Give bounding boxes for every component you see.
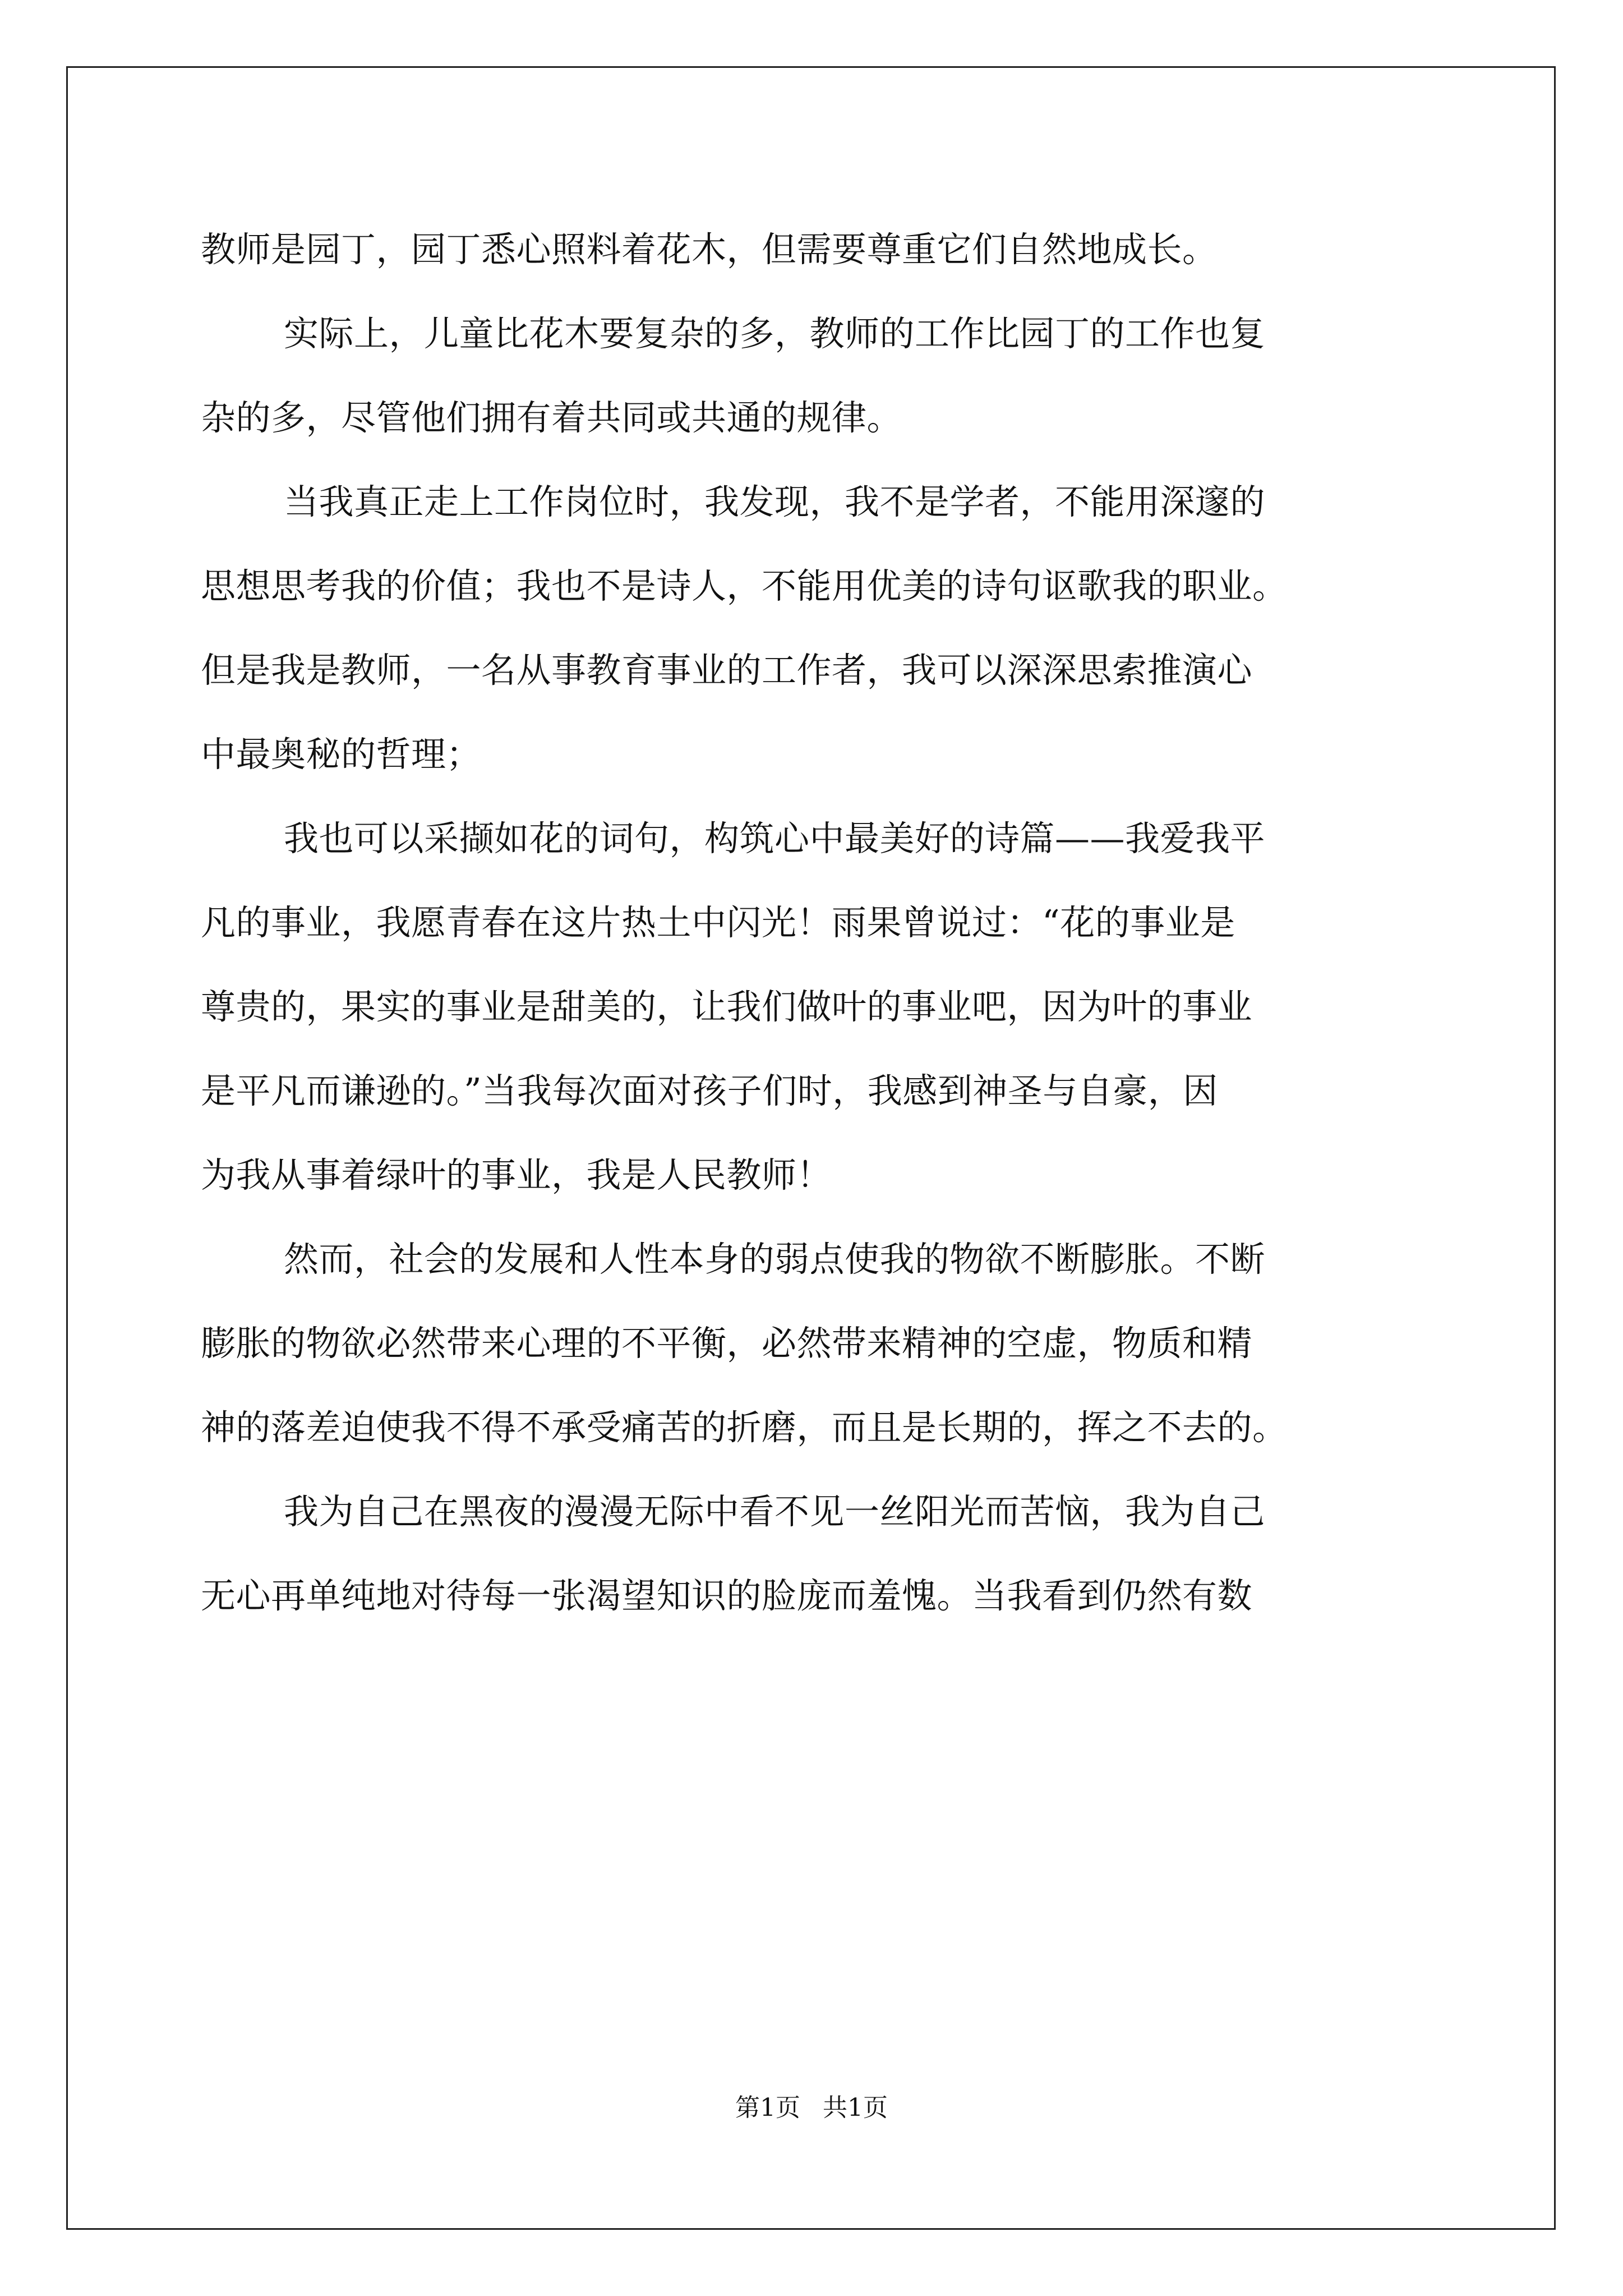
text-line-13: 然而，社会的发展和人性本身的弱点使我的物欲不断膨胀。不断 bbox=[284, 1239, 1266, 1280]
page-footer bbox=[0, 2091, 1623, 2125]
text-line-15: 神的落差迫使我不得不承受痛苦的折磨，而且是长期的，挥之不去的。 bbox=[201, 1407, 1288, 1448]
text-line-2: 实际上，儿童比花木要复杂的多，教师的工作比园丁的工作也复 bbox=[284, 313, 1266, 354]
text-line-5: 思想思考我的价值；我也不是诗人，不能用优美的诗句讴歌我的职业。 bbox=[201, 565, 1288, 606]
page-number-total: 共1页 bbox=[823, 2093, 888, 2122]
document-body bbox=[201, 208, 1435, 1638]
page-number-current: 第1页 bbox=[735, 2093, 800, 2122]
text-line-11: 是平凡而谦逊的。”当我每次面对孩子们时，我感到神圣与自豪，因 bbox=[201, 1070, 1218, 1111]
text-line-3: 杂的多，尽管他们拥有着共同或共通的规律。 bbox=[201, 397, 902, 438]
text-line-6: 但是我是教师，一名从事教育事业的工作者，我可以深深思索推演心 bbox=[201, 650, 1253, 691]
text-line-8: 我也可以采撷如花的词句，构筑心中最美好的诗篇——我爱我平 bbox=[284, 818, 1266, 859]
text-line-1: 教师是园丁，园丁悉心照料着花木，但需要尊重它们自然地成长。 bbox=[201, 229, 1218, 270]
text-line-7: 中最奥秘的哲理； bbox=[201, 734, 482, 775]
text-line-17: 无心再单纯地对待每一张渴望知识的脸庞而羞愧。当我看到仍然有数 bbox=[201, 1575, 1253, 1616]
text-line-9: 凡的事业，我愿青春在这片热土中闪光！雨果曾说过：“花的事业是 bbox=[201, 902, 1235, 943]
text-line-16: 我为自己在黑夜的漫漫无际中看不见一丝阳光而苦恼，我为自己 bbox=[284, 1491, 1266, 1532]
text-line-12: 为我从事着绿叶的事业，我是人民教师！ bbox=[201, 1154, 832, 1195]
text-line-14: 膨胀的物欲必然带来心理的不平衡，必然带来精神的空虚，物质和精 bbox=[201, 1323, 1253, 1364]
text-line-4: 当我真正走上工作岗位时，我发现，我不是学者，不能用深邃的 bbox=[284, 481, 1266, 522]
text-line-10: 尊贵的，果实的事业是甜美的，让我们做叶的事业吧，因为叶的事业 bbox=[201, 986, 1253, 1027]
